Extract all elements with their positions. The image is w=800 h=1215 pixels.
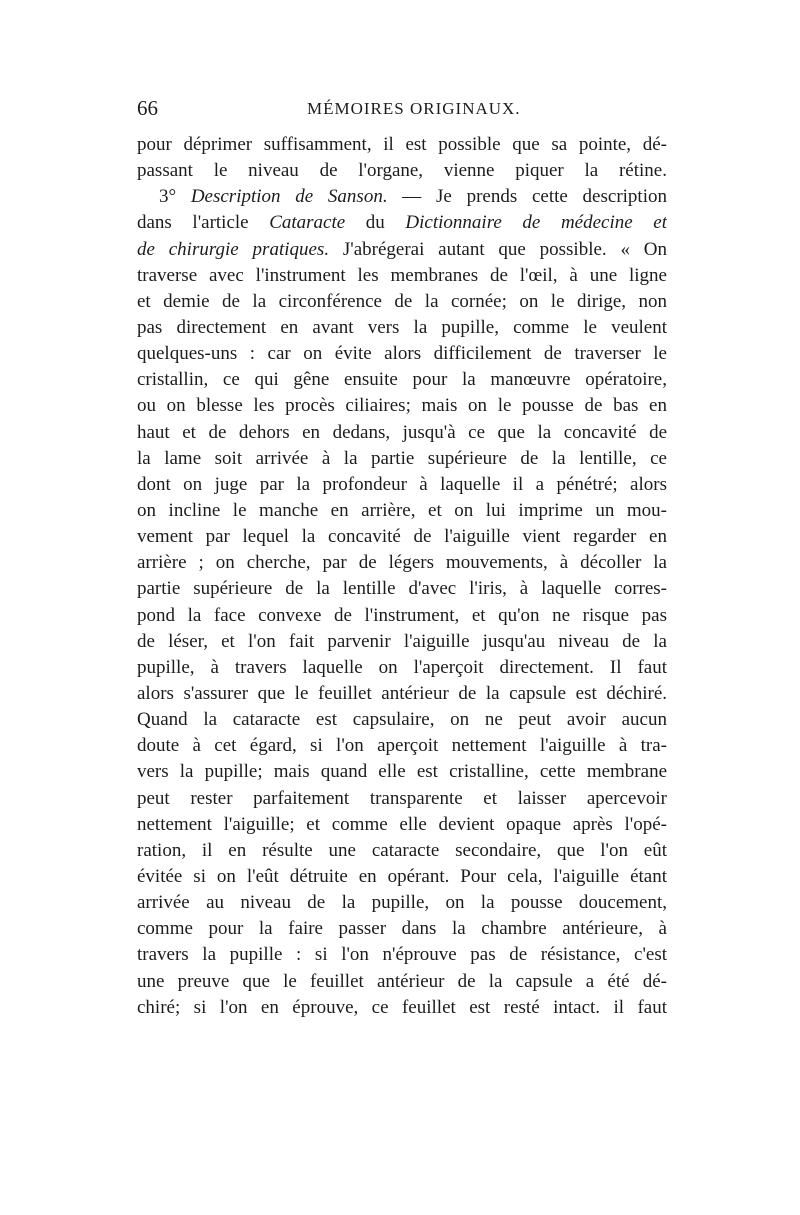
text-line <box>137 158 667 184</box>
text-segment: passant le niveau de l'organe, vienne piquer la rétine. <box>137 160 667 182</box>
text-line <box>137 812 667 838</box>
italic-text: de chirurgie pratiques. <box>137 238 330 260</box>
text-line <box>137 132 667 158</box>
text-segment: évitée si on l'eût détruite en opérant. Pour cela, l'aiguille étant <box>137 865 667 887</box>
text-segment: pupille, à travers laquelle on l'aperçoit directement. Il faut <box>137 656 667 678</box>
text-segment: on incline le manche en arrière, et on lui imprime un mou- <box>137 499 667 521</box>
text-line <box>137 838 667 864</box>
text-segment: vement par lequel la concavité de l'aiguille vient regarder en <box>137 526 667 548</box>
text-segment: quelques-uns : car on évite alors difficilement de traverser le <box>137 343 667 365</box>
text-line <box>137 289 667 315</box>
text-segment: — Je prends cette description <box>387 186 667 208</box>
running-title: MÉMOIRES ORIGINAUX. <box>307 99 521 118</box>
text-segment: cristallin, ce qui gêne ensuite pour la manœuvre opératoire, <box>137 369 667 391</box>
text-segment: dans l'article <box>137 212 270 234</box>
italic-text: Dictionnaire de médecine et <box>405 212 667 234</box>
text-segment: peut rester parfaitement transparente et laisser apercevoir <box>137 787 667 809</box>
text-line <box>137 916 667 942</box>
text-segment: arrivée au niveau de la pupille, on la pousse doucement, <box>137 892 667 914</box>
page-number: 66 <box>137 96 158 120</box>
text-segment: une preuve que le feuillet antérieur de la capsule a été dé- <box>137 970 667 992</box>
text-segment: ou on blesse les procès ciliaires; mais on le pousse de bas en <box>137 395 667 417</box>
text-line <box>137 184 667 210</box>
text-segment: vers la pupille; mais quand elle est cristalline, cette membrane <box>137 761 667 783</box>
text-line <box>137 263 667 289</box>
text-line <box>137 969 667 995</box>
text-segment: comme pour la faire passer dans la chambre antérieure, à <box>137 918 667 940</box>
text-segment: alors s'assurer que le feuillet antérieur de la capsule est déchiré. <box>137 682 667 704</box>
text-line <box>137 942 667 968</box>
page-header <box>137 96 667 126</box>
italic-text: Description de Sanson. <box>190 186 388 208</box>
text-segment: de léser, et l'on fait parvenir l'aiguille jusqu'au niveau de la <box>137 630 667 652</box>
text-segment: la lame soit arrivée à la partie supérieure de la lentille, ce <box>137 447 667 469</box>
text-segment: doute à cet égard, si l'on aperçoit nettement l'aiguille à tra- <box>137 735 667 757</box>
text-segment: pond la face convexe de l'instrument, et qu'on ne risque pas <box>137 604 667 626</box>
text-line <box>137 341 667 367</box>
text-segment: ration, il en résulte une cataracte secondaire, que l'on eût <box>137 839 667 861</box>
text-line <box>137 655 667 681</box>
text-line <box>137 393 667 419</box>
text-segment: arrière ; on cherche, par de légers mouvements, à décoller la <box>137 552 667 574</box>
text-line <box>137 707 667 733</box>
text-segment: Quand la cataracte est capsulaire, on ne peut avoir aucun <box>137 709 667 731</box>
text-line <box>137 629 667 655</box>
text-line <box>137 681 667 707</box>
text-line <box>137 498 667 524</box>
italic-text: Cataracte <box>269 212 346 234</box>
body-text <box>137 132 667 1021</box>
text-segment: J'abrégerai autant que possible. « On <box>329 238 667 260</box>
text-segment: haut et de dehors en dedans, jusqu'à ce que la concavité de <box>137 421 667 443</box>
text-segment: travers la pupille : si l'on n'éprouve pas de résistance, c'est <box>137 944 667 966</box>
text-line <box>137 367 667 393</box>
text-segment: chiré; si l'on en éprouve, ce feuillet est resté intact. il faut <box>137 996 667 1018</box>
text-line <box>137 890 667 916</box>
text-line <box>137 550 667 576</box>
text-line <box>137 864 667 890</box>
text-line <box>137 524 667 550</box>
text-segment: 3° <box>159 186 191 208</box>
text-line <box>137 210 667 236</box>
text-line <box>137 315 667 341</box>
text-line <box>137 420 667 446</box>
text-segment: nettement l'aiguille; et comme elle devient opaque après l'opé- <box>137 813 667 835</box>
text-segment: du <box>345 212 406 234</box>
text-line <box>137 576 667 602</box>
text-line <box>137 472 667 498</box>
text-line <box>137 603 667 629</box>
text-line <box>137 995 667 1021</box>
text-segment: partie supérieure de la lentille d'avec l'iris, à laquelle corres- <box>137 578 667 600</box>
text-line <box>137 733 667 759</box>
text-line <box>137 237 667 263</box>
text-segment: pas directement en avant vers la pupille, comme le veulent <box>137 316 667 338</box>
text-line <box>137 446 667 472</box>
text-line <box>137 759 667 785</box>
text-segment: traverse avec l'instrument les membranes de l'œil, à une ligne <box>137 264 667 286</box>
text-segment: pour déprimer suffisamment, il est possible que sa pointe, dé- <box>137 134 667 155</box>
text-line <box>137 786 667 812</box>
text-segment: et demie de la circonférence de la cornée; on le dirige, non <box>137 290 667 312</box>
text-segment: dont on juge par la profondeur à laquelle il a pénétré; alors <box>137 473 667 495</box>
